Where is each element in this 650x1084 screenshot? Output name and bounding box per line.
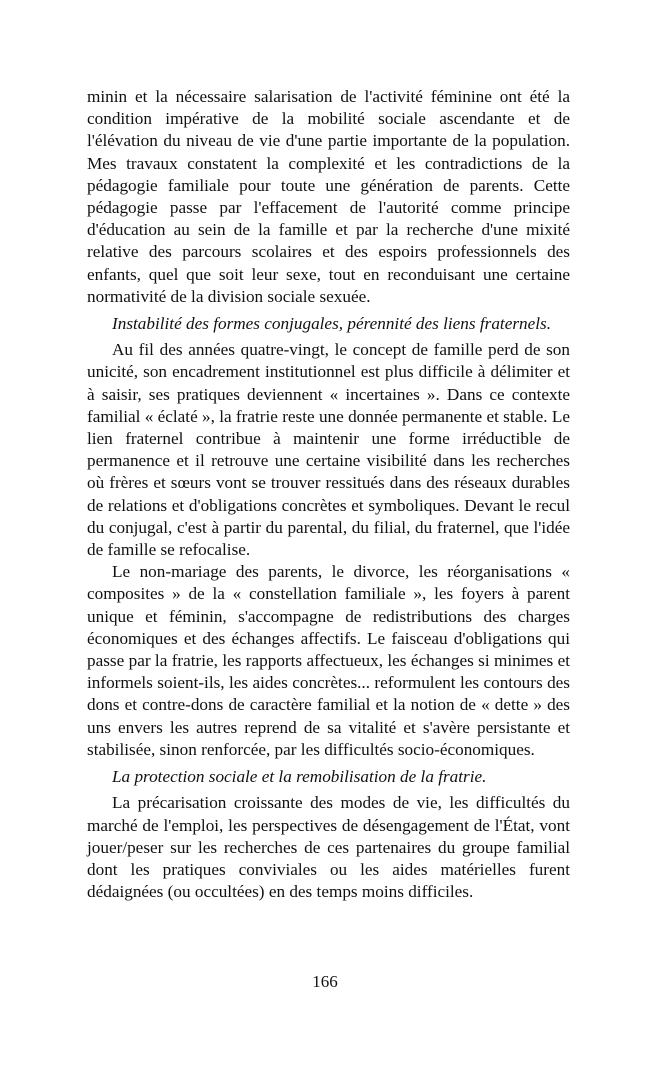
paragraph-1: minin et la nécessaire salarisation de l'activité féminine ont été la condition impérative de la mobilité sociale ascendante et de l'élévation du niveau de vie d'une partie importante de la population. Mes travaux constatent la complexité et les contradictions de la pédagogie familiale pour toute une génération de parents. Cette pédagogie passe par l'effacement de l'autorité comme principe d'éducation au sein de la famille et par la recherche d'une mixité relative des parcours scolaires et des espoirs professionnels des enfants, quel que soit leur sexe, tout en reconduisant une certaine normativité de la division sociale sexuée.	[87, 87, 570, 306]
section-heading-social-protection: La protection sociale et la remobilisation de la fratrie.	[112, 767, 487, 787]
paragraph-4: La précarisation croissante des modes de vie, les difficultés du marché de l'emploi, les perspectives de désengagement de l'État, vont jouer/peser sur les recherches de ces partenaires du groupe familial dont les pratiques conviviales ou les aides matérielles furent dédaignées (ou occultées) en des temps moins difficiles.	[87, 793, 570, 902]
page-number: 166	[312, 972, 338, 991]
page-body	[87, 86, 570, 903]
paragraph-2: Au fil des années quatre-vingt, le concept de famille perd de son unicité, son encadrement institutionnel est plus difficile à délimiter et à saisir, ses pratiques deviennent « incertaines ». Dans ce contexte familial « éclaté », la fratrie reste une donnée permanente et stable. Le lien fraternel contribue à maintenir une forme irréductible de permanence et il retrouve une certaine visibilité dans les recherches où frères et sœurs vont se trouver ressitués dans des réseaux durables de relations et d'obligations concrètes et symboliques. Devant le recul du conjugal, c'est à partir du parental, du filial, du fraternel, que l'idée de famille se refocalise.	[87, 340, 570, 560]
section-heading-fraternal-bonds: Instabilité des formes conjugales, pérennité des liens fraternels.	[112, 314, 552, 334]
paragraph-3: Le non-mariage des parents, le divorce, les réorganisations « composites » de la « constellation familiale », les foyers à parent unique et féminin, s'accompagne de redistributions des charges économiques et des échanges affectifs. Le faisceau d'obligations qui passe par la fratrie, les rapports affectueux, les échanges si minimes et informels soient-ils, les aides concrètes... reformulent les contours des dons et contre-dons de caractère familial et la notion de « dette » des uns envers les autres reprend de sa vitalité et s'avère persistante et stabilisée, sinon renforcée, par les difficultés socio-économiques.	[87, 562, 570, 759]
